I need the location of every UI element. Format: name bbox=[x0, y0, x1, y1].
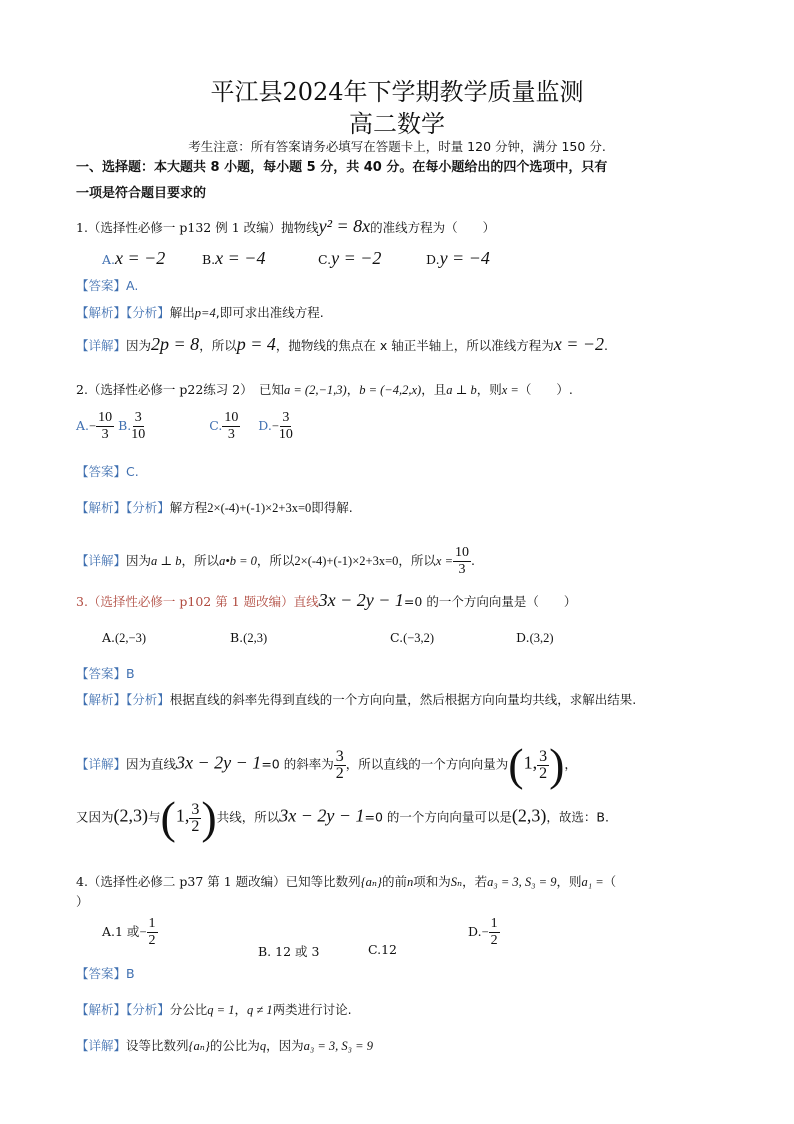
q2-vector-a: a = (2,−1,3) bbox=[283, 383, 347, 397]
q4-analysis: 【解析】【分析】分公比q = 1，q ≠ 1两类进行讨论. bbox=[76, 1002, 352, 1017]
q3-detail: 【详解】因为直线3x − 2y − 1=0 的斜率为 $\frac{3}{2}$ ，所以直线的一个方向向量为(1, $\frac{3}{2}$ )， bbox=[76, 739, 577, 790]
q1-answer: 【答案】A. bbox=[76, 278, 139, 293]
section-heading-line2: 一项是符合题目要求的 bbox=[76, 186, 207, 201]
q3-analysis: 【解析】【分析】根据直线的斜率先得到直线的一个方向向量，然后根据方向向量均共线，求解出结果. bbox=[76, 692, 637, 707]
q3-option-b: B.(2,3) bbox=[230, 630, 268, 645]
q4-stem-close: ） bbox=[76, 894, 89, 909]
q2-detail: 【详解】因为a ⊥ b，所以a•b = 0，所以2×(-4)+(-1)×2+3x=0，所以x = $\frac{10}{3}$ . bbox=[76, 545, 475, 577]
q1-parabola-eq: y² = 8x bbox=[318, 216, 371, 236]
q2-option-d: D.− $\frac{3}{10}$ bbox=[258, 410, 293, 442]
q2-option-c: C. $\frac{10}{3}$ bbox=[209, 410, 239, 442]
q1-option-d: D.y = −4 bbox=[426, 248, 490, 268]
q2-stem: 2.（选择性必修一 p22练习 2） 已知a = (2,−1,3)，b = (−4,2,x)，且a ⊥ b，则x =（ ）. bbox=[76, 382, 573, 397]
q1-analysis: 【解析】【分析】解出p=4,即可求出准线方程. bbox=[76, 305, 324, 320]
q2-option-b: B. $\frac{3}{10}$ bbox=[118, 410, 146, 442]
q4-option-b: B. 12 或 3 bbox=[258, 944, 320, 959]
q3-option-c: C.(−3,2) bbox=[390, 630, 435, 645]
page-subtitle: 高二数学 bbox=[349, 110, 445, 138]
q3-detail-line2: 又因为(2,3)与(1, $\frac{3}{2}$ )共线，所以3x − 2y − 1=0 的一个方向向量可以是(2,3)，故选：B. bbox=[76, 792, 609, 843]
q4-detail: 【详解】设等比数列{aₙ}的公比为q，因为a₃ = 3, S₃ = 9 bbox=[76, 1038, 373, 1053]
page-title: 平江县2024年下学期教学质量监测 bbox=[210, 78, 584, 106]
q1-option-b: B.x = −4 bbox=[202, 248, 266, 268]
q2-analysis: 【解析】【分析】解方程2×(-4)+(-1)×2+3x=0即得解. bbox=[76, 500, 353, 515]
q3-stem: 3.（选择性必修一 p102 第 1 题改编）直线3x − 2y − 1=0 的一个方向向量是（ ） bbox=[76, 590, 577, 610]
q2-option-a: A.− $\frac{10}{3}$ bbox=[76, 410, 113, 442]
q1-option-a: A.x = −2 bbox=[102, 248, 166, 268]
q1-option-c: C.y = −2 bbox=[318, 248, 382, 268]
exam-notice: 考生注意：所有答案请务必填写在答题卡上，时量 120 分钟，满分 150 分. bbox=[188, 139, 606, 154]
q4-option-a: A.1 或− $\frac{1}{2}$ bbox=[102, 916, 156, 948]
q4-option-c: C.12 bbox=[368, 942, 397, 957]
q2-vector-b: b = (−4,2,x) bbox=[359, 383, 422, 397]
q4-stem: 4.（选择性必修二 p37 第 1 题改编）已知等比数列{aₙ}的前n项和为Sₙ，若a₃ = 3, S₃ = 9，则a₁ =（ bbox=[76, 874, 617, 889]
q2-options bbox=[76, 410, 293, 443]
q2-answer: 【答案】C. bbox=[76, 464, 139, 479]
q3-option-a: A.(2,−3) bbox=[102, 630, 147, 645]
section-heading-line1: 一、选择题：本大题共 8 小题，每小题 5 分，共 40 分。在每小题给出的四个选项中，只有 bbox=[76, 160, 608, 175]
q3-option-d: D.(3,2) bbox=[516, 630, 554, 645]
q4-answer: 【答案】B bbox=[76, 966, 135, 981]
q1-stem: 1.（选择性必修一 p132 例 1 改编）抛物线y² = 8x的准线方程为（ ） bbox=[76, 216, 496, 236]
q4-option-d: D.− $\frac{1}{2}$ bbox=[468, 916, 498, 948]
q1-detail: 【详解】因为2p = 8，所以p = 4，抛物线的焦点在 x 轴正半轴上，所以准线方程为x = −2. bbox=[76, 334, 608, 354]
q3-answer: 【答案】B bbox=[76, 666, 135, 681]
